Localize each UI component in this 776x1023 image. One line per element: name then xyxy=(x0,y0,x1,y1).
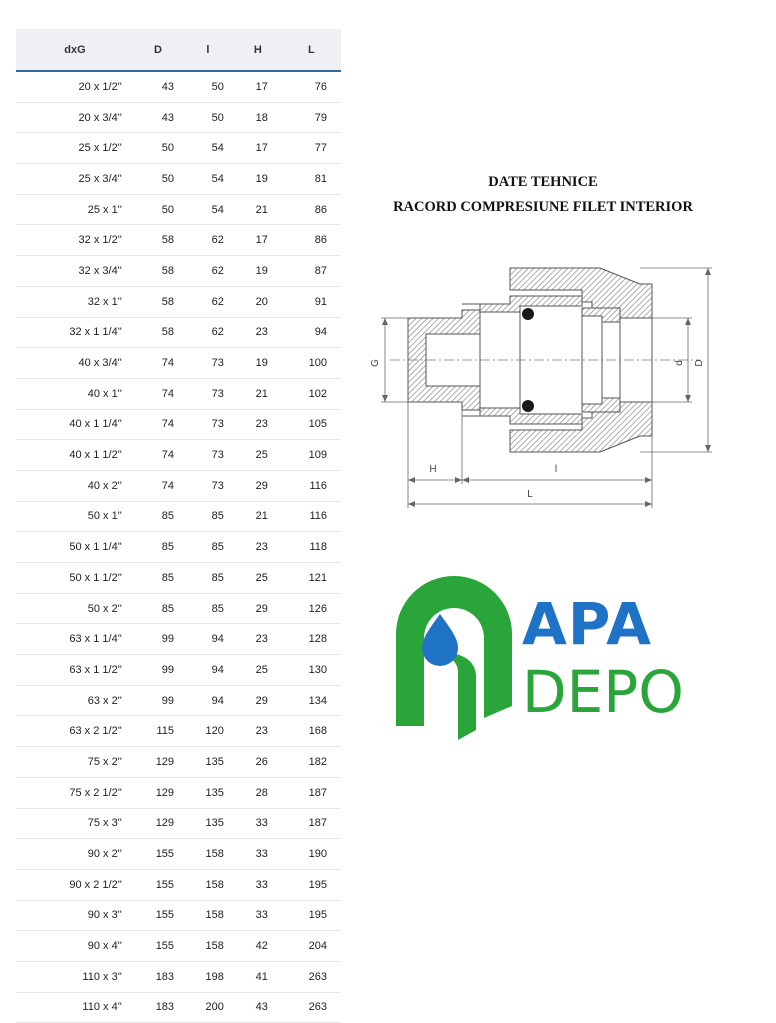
table-cell: 40 x 2'' xyxy=(16,470,134,501)
table-cell: 28 xyxy=(234,777,282,808)
table-cell: 79 xyxy=(282,102,341,133)
table-row xyxy=(16,777,341,808)
table-cell: 50 xyxy=(182,102,234,133)
table-cell: 26 xyxy=(234,747,282,778)
title-technical-data: DATE TEHNICE xyxy=(488,174,598,190)
table-row xyxy=(16,164,341,195)
table-cell: 33 xyxy=(234,869,282,900)
table-cell: 32 x 3/4'' xyxy=(16,256,134,287)
table-row xyxy=(16,133,341,164)
technical-drawing xyxy=(370,262,720,512)
table-cell: 29 xyxy=(234,593,282,624)
table-cell: 126 xyxy=(282,593,341,624)
table-cell: 129 xyxy=(134,777,182,808)
table-cell: 63 x 2 1/2'' xyxy=(16,716,134,747)
table-cell: 135 xyxy=(182,747,234,778)
column-header: H xyxy=(234,29,282,71)
table-cell: 99 xyxy=(134,685,182,716)
table-row xyxy=(16,71,341,102)
table-cell: 109 xyxy=(282,440,341,471)
table-row xyxy=(16,655,341,686)
table-cell: 183 xyxy=(134,992,182,1023)
table-cell: 204 xyxy=(282,931,341,962)
table-row xyxy=(16,992,341,1023)
table-row xyxy=(16,102,341,133)
table-cell: 33 xyxy=(234,808,282,839)
table-cell: 87 xyxy=(282,256,341,287)
table-cell: 158 xyxy=(182,869,234,900)
table-cell: 102 xyxy=(282,378,341,409)
table-cell: 62 xyxy=(182,256,234,287)
table-cell: 130 xyxy=(282,655,341,686)
table-cell: 73 xyxy=(182,440,234,471)
table-row xyxy=(16,194,341,225)
table-cell: 158 xyxy=(182,839,234,870)
table-cell: 110 x 3'' xyxy=(16,961,134,992)
table-cell: 54 xyxy=(182,164,234,195)
table-cell: 85 xyxy=(134,593,182,624)
table-cell: 23 xyxy=(234,532,282,563)
table-cell: 73 xyxy=(182,470,234,501)
table-cell: 20 xyxy=(234,286,282,317)
table-cell: 85 xyxy=(182,532,234,563)
table-cell: 85 xyxy=(182,563,234,594)
table-cell: 23 xyxy=(234,716,282,747)
table-cell: 116 xyxy=(282,470,341,501)
table-cell: 155 xyxy=(134,839,182,870)
table-cell: 23 xyxy=(234,409,282,440)
table-cell: 33 xyxy=(234,839,282,870)
table-cell: 50 xyxy=(134,164,182,195)
label-D: D xyxy=(694,359,705,367)
table-cell: 195 xyxy=(282,900,341,931)
column-header: dxG xyxy=(16,29,134,71)
table-cell: 155 xyxy=(134,931,182,962)
table-cell: 263 xyxy=(282,992,341,1023)
table-cell: 263 xyxy=(282,961,341,992)
table-cell: 21 xyxy=(234,378,282,409)
table-cell: 54 xyxy=(182,133,234,164)
table-cell: 50 xyxy=(134,194,182,225)
specifications-table xyxy=(16,29,341,1023)
table-cell: 73 xyxy=(182,348,234,379)
table-cell: 50 xyxy=(182,71,234,102)
table-cell: 116 xyxy=(282,501,341,532)
table-cell: 73 xyxy=(182,378,234,409)
table-cell: 50 x 1'' xyxy=(16,501,134,532)
table-cell: 40 x 3/4'' xyxy=(16,348,134,379)
table-cell: 115 xyxy=(134,716,182,747)
table-cell: 128 xyxy=(282,624,341,655)
table-cell: 54 xyxy=(182,194,234,225)
table-row xyxy=(16,685,341,716)
table-cell: 25 x 3/4'' xyxy=(16,164,134,195)
table-row xyxy=(16,563,341,594)
table-cell: 75 x 3'' xyxy=(16,808,134,839)
table-row xyxy=(16,317,341,348)
table-cell: 73 xyxy=(182,409,234,440)
table-row xyxy=(16,440,341,471)
table-row xyxy=(16,286,341,317)
table-cell: 195 xyxy=(282,869,341,900)
header-row xyxy=(16,29,341,71)
table-cell: 85 xyxy=(182,593,234,624)
label-d: d xyxy=(674,360,685,366)
table-cell: 187 xyxy=(282,777,341,808)
table-cell: 190 xyxy=(282,839,341,870)
table-cell: 58 xyxy=(134,225,182,256)
table-cell: 17 xyxy=(234,133,282,164)
table-body xyxy=(16,71,341,1023)
apa-depo-logo xyxy=(396,576,696,746)
table-row xyxy=(16,378,341,409)
table-cell: 168 xyxy=(282,716,341,747)
table-cell: 198 xyxy=(182,961,234,992)
table-cell: 40 x 1 1/4'' xyxy=(16,409,134,440)
table-cell: 50 x 1 1/4'' xyxy=(16,532,134,563)
table-cell: 118 xyxy=(282,532,341,563)
table-cell: 25 xyxy=(234,563,282,594)
table-cell: 158 xyxy=(182,931,234,962)
table-cell: 40 x 1'' xyxy=(16,378,134,409)
table-cell: 135 xyxy=(182,777,234,808)
table-cell: 17 xyxy=(234,225,282,256)
table-cell: 43 xyxy=(134,102,182,133)
table-row xyxy=(16,900,341,931)
table-cell: 23 xyxy=(234,624,282,655)
table-cell: 99 xyxy=(134,655,182,686)
table-cell: 77 xyxy=(282,133,341,164)
table-cell: 63 x 1 1/2'' xyxy=(16,655,134,686)
logo-mark xyxy=(396,576,512,740)
table-cell: 40 x 1 1/2'' xyxy=(16,440,134,471)
table-cell: 183 xyxy=(134,961,182,992)
table-cell: 110 x 4'' xyxy=(16,992,134,1023)
table-cell: 90 x 3'' xyxy=(16,900,134,931)
logo-word-apa: APA xyxy=(522,590,652,658)
table-cell: 129 xyxy=(134,808,182,839)
table-cell: 200 xyxy=(182,992,234,1023)
table-cell: 43 xyxy=(234,992,282,1023)
table-cell: 155 xyxy=(134,869,182,900)
table-cell: 90 x 2 1/2'' xyxy=(16,869,134,900)
logo-word-depo: DEPO xyxy=(522,658,684,726)
table-cell: 85 xyxy=(134,563,182,594)
table-cell: 74 xyxy=(134,470,182,501)
table-cell: 58 xyxy=(134,286,182,317)
table-cell: 32 x 1/2'' xyxy=(16,225,134,256)
table-cell: 94 xyxy=(182,655,234,686)
table-cell: 74 xyxy=(134,409,182,440)
table-cell: 129 xyxy=(134,747,182,778)
table-cell: 63 x 2'' xyxy=(16,685,134,716)
table-cell: 29 xyxy=(234,685,282,716)
table-cell: 23 xyxy=(234,317,282,348)
table-cell: 63 x 1 1/4'' xyxy=(16,624,134,655)
table-row xyxy=(16,869,341,900)
table-row xyxy=(16,470,341,501)
table-cell: 62 xyxy=(182,317,234,348)
table-row xyxy=(16,747,341,778)
table-cell: 120 xyxy=(182,716,234,747)
table-cell: 58 xyxy=(134,256,182,287)
table-cell: 19 xyxy=(234,256,282,287)
table-cell: 155 xyxy=(134,900,182,931)
title-product-name: RACORD COMPRESIUNE FILET INTERIOR xyxy=(393,199,693,215)
table-row xyxy=(16,624,341,655)
table-cell: 94 xyxy=(282,317,341,348)
table-cell: 85 xyxy=(134,532,182,563)
table-cell: 25 xyxy=(234,440,282,471)
table-cell: 18 xyxy=(234,102,282,133)
table-cell: 182 xyxy=(282,747,341,778)
table-cell: 85 xyxy=(182,501,234,532)
logo-hook-icon xyxy=(438,654,476,740)
table-cell: 19 xyxy=(234,164,282,195)
table-cell: 134 xyxy=(282,685,341,716)
table-row xyxy=(16,409,341,440)
table-row xyxy=(16,256,341,287)
column-header: D xyxy=(134,29,182,71)
table-cell: 29 xyxy=(234,470,282,501)
table-cell: 74 xyxy=(134,440,182,471)
table-row xyxy=(16,839,341,870)
table-cell: 41 xyxy=(234,961,282,992)
label-H: H xyxy=(429,464,437,475)
table-cell: 21 xyxy=(234,501,282,532)
table-cell: 20 x 3/4'' xyxy=(16,102,134,133)
table-row xyxy=(16,931,341,962)
table-cell: 62 xyxy=(182,225,234,256)
table-cell: 90 x 4'' xyxy=(16,931,134,962)
table-cell: 25 x 1'' xyxy=(16,194,134,225)
column-header: l xyxy=(182,29,234,71)
table-row xyxy=(16,348,341,379)
table-cell: 94 xyxy=(182,685,234,716)
table-cell: 105 xyxy=(282,409,341,440)
label-G: G xyxy=(370,359,381,367)
table-cell: 62 xyxy=(182,286,234,317)
table-cell: 91 xyxy=(282,286,341,317)
table-cell: 19 xyxy=(234,348,282,379)
table-cell: 158 xyxy=(182,900,234,931)
table-cell: 135 xyxy=(182,808,234,839)
table-cell: 121 xyxy=(282,563,341,594)
table-cell: 43 xyxy=(134,71,182,102)
table-cell: 25 x 1/2'' xyxy=(16,133,134,164)
table-cell: 81 xyxy=(282,164,341,195)
column-header: L xyxy=(282,29,341,71)
table-cell: 99 xyxy=(134,624,182,655)
table-cell: 32 x 1'' xyxy=(16,286,134,317)
table-cell: 75 x 2'' xyxy=(16,747,134,778)
table-cell: 25 xyxy=(234,655,282,686)
table-cell: 58 xyxy=(134,317,182,348)
table-cell: 76 xyxy=(282,71,341,102)
table-cell: 33 xyxy=(234,900,282,931)
table-cell: 50 x 1 1/2'' xyxy=(16,563,134,594)
table-row xyxy=(16,225,341,256)
table-cell: 20 x 1/2'' xyxy=(16,71,134,102)
label-L: L xyxy=(527,489,533,500)
table-cell: 21 xyxy=(234,194,282,225)
table-row xyxy=(16,532,341,563)
table-cell: 94 xyxy=(182,624,234,655)
table-cell: 42 xyxy=(234,931,282,962)
table-cell: 32 x 1 1/4'' xyxy=(16,317,134,348)
table-cell: 86 xyxy=(282,194,341,225)
table-cell: 17 xyxy=(234,71,282,102)
table-cell: 90 x 2'' xyxy=(16,839,134,870)
table-cell: 50 x 2'' xyxy=(16,593,134,624)
table-cell: 85 xyxy=(134,501,182,532)
table-cell: 50 xyxy=(134,133,182,164)
table-cell: 100 xyxy=(282,348,341,379)
table-row xyxy=(16,716,341,747)
table-cell: 74 xyxy=(134,378,182,409)
table-header xyxy=(16,29,341,71)
table-row xyxy=(16,501,341,532)
table-cell: 86 xyxy=(282,225,341,256)
table-cell: 75 x 2 1/2'' xyxy=(16,777,134,808)
table-row xyxy=(16,961,341,992)
table-row xyxy=(16,593,341,624)
table-row xyxy=(16,808,341,839)
table-cell: 74 xyxy=(134,348,182,379)
table-cell: 187 xyxy=(282,808,341,839)
label-l: l xyxy=(554,464,558,475)
